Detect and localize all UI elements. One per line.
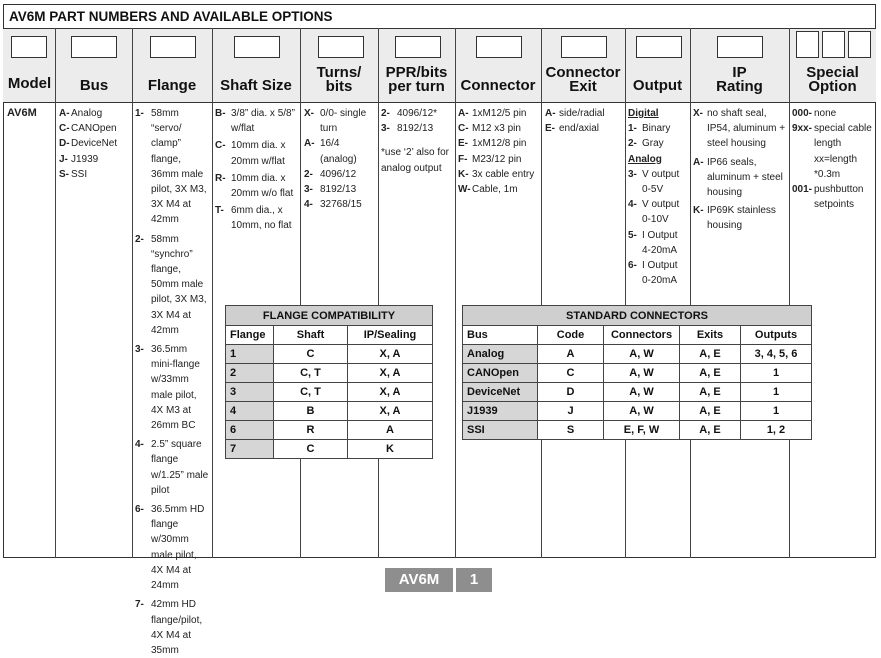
std-connectors-header: Connectors: [604, 326, 680, 345]
connector-entry-box[interactable]: [476, 36, 522, 58]
option-item: [693, 203, 787, 233]
table-cell: 3, 4, 5, 6: [741, 345, 812, 364]
option-code: R-: [215, 172, 226, 184]
option-text: M23/12 pin: [472, 153, 522, 165]
option-code: 2-: [135, 233, 144, 245]
option-item: [792, 121, 874, 182]
col-head-turns: Turns/ bits: [316, 64, 362, 95]
table-cell: J1939: [463, 402, 538, 421]
option-code: 4-: [135, 439, 144, 451]
option-text: 3/8” dia. x 5/8” w/flat: [231, 108, 295, 135]
option-item: [458, 152, 540, 167]
option-code: 3-: [628, 168, 637, 180]
option-text: pushbutton setpoints: [814, 184, 864, 211]
option-item: [59, 136, 131, 151]
option-text: IP69K stainless housing: [707, 205, 776, 232]
option-item: [628, 121, 688, 136]
flange-compat-row: [226, 402, 433, 421]
table-cell: Analog: [463, 345, 538, 364]
option-code: A-: [545, 108, 556, 119]
divider: [789, 28, 790, 558]
option-code: X-: [693, 108, 703, 119]
col-head-model: Model: [7, 75, 52, 92]
option-text: none: [814, 108, 837, 119]
option-code: 3-: [304, 184, 313, 196]
option-text: IP66 seals, aluminum + steel housing: [707, 156, 783, 199]
option-text: 32768/15: [320, 199, 362, 211]
col-head-connector: Connector: [460, 77, 536, 94]
bus-list: [59, 106, 131, 182]
option-text: 6mm dia., x 10mm, no flat: [231, 205, 292, 232]
option-text: side/radial: [559, 108, 605, 119]
special-list: [792, 106, 874, 212]
option-item: [135, 437, 211, 498]
ip-entry-box[interactable]: [717, 36, 763, 58]
table-cell: C: [274, 440, 348, 459]
table-cell: B: [274, 402, 348, 421]
option-code: T-: [215, 205, 224, 217]
std-connectors-row: [463, 364, 812, 383]
option-code: 9xx-: [792, 123, 813, 135]
bus-entry-box[interactable]: [71, 36, 117, 58]
table-cell: DeviceNet: [463, 383, 538, 402]
col-head-output: Output: [632, 77, 683, 94]
option-code: 2-: [381, 108, 390, 119]
std-connectors-header: Exits: [680, 326, 741, 345]
option-code: A-: [59, 108, 70, 119]
table-cell: A, W: [604, 402, 680, 421]
table-cell: J: [538, 402, 604, 421]
option-item: [304, 167, 378, 182]
option-item: [215, 106, 299, 136]
divider: [690, 28, 691, 558]
std-connectors-row: [463, 421, 812, 440]
divider: [212, 28, 213, 558]
table-cell: 1, 2: [741, 421, 812, 440]
option-text: 42mm HD flange/pilot, 4X M4 at 35mm: [151, 599, 203, 656]
output-analog-items: [628, 167, 688, 289]
flange-compat-row: [226, 440, 433, 459]
col-head-ppr: PPR/bits per turn: [385, 64, 448, 95]
table-cell: SSI: [463, 421, 538, 440]
option-item: [304, 182, 378, 197]
option-item: [59, 152, 131, 167]
option-item: [458, 167, 540, 182]
std-connectors-title: STANDARD CONNECTORS: [463, 306, 812, 326]
option-item: [135, 597, 211, 658]
option-code: 3-: [381, 123, 390, 135]
option-code: A-: [458, 108, 469, 119]
table-cell: C: [538, 364, 604, 383]
option-code: 1-: [135, 108, 144, 119]
option-item: [135, 232, 211, 338]
option-text: 4096/12*: [397, 108, 438, 119]
table-cell: X, A: [348, 364, 433, 383]
col-head-flange: Flange: [147, 77, 197, 94]
option-code: 3-: [135, 344, 144, 356]
option-text: special cable length xx=length *0.3m: [814, 123, 872, 180]
option-text: 10mm dia. x 20mm w/o flat: [231, 172, 294, 200]
table-cell: A: [538, 345, 604, 364]
col-head-shaft: Shaft Size: [220, 77, 292, 94]
option-text: M12 x3 pin: [472, 123, 521, 135]
option-item: [628, 228, 688, 258]
option-code: 2-: [628, 138, 637, 150]
table-cell: 2: [226, 364, 274, 383]
table-cell: S: [538, 421, 604, 440]
option-text: end/axial: [559, 123, 600, 135]
option-text: Analog: [71, 108, 103, 119]
table-cell: 1: [226, 345, 274, 364]
table-cell: 1: [741, 402, 812, 421]
flange-compat-header: Flange: [226, 326, 274, 345]
exit-entry-box[interactable]: [561, 36, 607, 58]
std-connectors-header: Outputs: [741, 326, 812, 345]
footer-page-number: 1: [456, 568, 492, 592]
option-code: 4-: [628, 199, 637, 211]
table-cell: 7: [226, 440, 274, 459]
footer-model: AV6M: [385, 568, 453, 592]
option-text: Cable, 1m: [472, 184, 518, 196]
option-code: X-: [304, 108, 314, 119]
table-cell: X, A: [348, 383, 433, 402]
output-digital-items: [628, 121, 688, 151]
option-text: 2.5” square flange w/1.25” male pilot: [151, 439, 209, 496]
option-text: DeviceNet: [71, 138, 118, 150]
std-connectors-row: [463, 383, 812, 402]
flange-entry-box[interactable]: [150, 36, 196, 58]
option-code: 7-: [135, 599, 144, 611]
option-text: J1939: [71, 153, 99, 165]
table-cell: 1: [741, 364, 812, 383]
option-code: 001-: [792, 184, 813, 196]
option-code: C-: [458, 123, 469, 135]
model-entry-box[interactable]: [11, 36, 47, 58]
option-text: 1xM12/5 pin: [472, 108, 527, 119]
option-item: [458, 121, 540, 136]
option-item: [135, 106, 211, 228]
option-code: 6-: [628, 260, 637, 272]
option-text: Binary: [642, 123, 671, 135]
flange-list: [135, 106, 211, 658]
ppr-items: [381, 106, 455, 136]
option-text: I Output 4-20mA: [642, 229, 678, 256]
connector-list: [458, 106, 540, 197]
option-code: J-: [59, 153, 68, 165]
option-code: D-: [59, 138, 70, 150]
option-code: 6-: [135, 504, 144, 516]
option-item: [545, 106, 623, 121]
option-code: A-: [304, 138, 315, 150]
option-item: [304, 136, 378, 166]
table-cell: A, E: [680, 364, 741, 383]
option-code: W-: [458, 184, 471, 196]
option-item: [628, 167, 688, 197]
option-item: [381, 121, 455, 136]
option-item: [59, 167, 131, 182]
flange-compat-row: [226, 364, 433, 383]
flange-compat-header: Shaft: [274, 326, 348, 345]
std-connectors-row: [463, 345, 812, 364]
table-cell: E, F, W: [604, 421, 680, 440]
option-item: [792, 106, 874, 121]
option-code: K-: [693, 205, 704, 217]
option-item: [59, 121, 131, 136]
option-item: [304, 197, 378, 212]
table-cell: CANOpen: [463, 364, 538, 383]
option-code: 000-: [792, 108, 813, 119]
flange-compatibility-table: [225, 305, 433, 459]
shaft-list: [215, 106, 299, 234]
option-item: [545, 121, 623, 136]
option-code: E-: [458, 138, 468, 150]
option-item: [693, 155, 787, 201]
option-item: [628, 197, 688, 227]
col-head-bus: Bus: [79, 77, 109, 94]
flange-compat-row: [226, 421, 433, 440]
option-text: 36.5mm HD flange w/30mm male pilot, 4X M4 at 24mm: [151, 504, 205, 592]
option-item: [59, 106, 131, 121]
table-cell: A, E: [680, 345, 741, 364]
ppr-entry-box[interactable]: [395, 36, 441, 58]
exit-list: [545, 106, 623, 136]
option-code: F-: [458, 153, 468, 165]
table-cell: 1: [741, 383, 812, 402]
option-code: C-: [59, 123, 70, 135]
option-text: 10mm dia. x 20mm w/flat: [231, 140, 286, 167]
divider: [55, 28, 56, 558]
output-analog-label: Analog: [628, 153, 662, 165]
output-list: [628, 106, 688, 288]
option-item: [215, 138, 299, 168]
table-cell: 6: [226, 421, 274, 440]
standard-connectors-table: [462, 305, 812, 440]
flange-compat-title: FLANGE COMPATIBILITY: [226, 306, 433, 326]
option-item: [381, 106, 455, 121]
table-cell: X, A: [348, 345, 433, 364]
option-text: V output 0-10V: [642, 199, 680, 226]
option-item: [792, 182, 874, 212]
flange-compat-header: IP/Sealing: [348, 326, 433, 345]
option-code: 5-: [628, 229, 637, 241]
divider: [132, 28, 133, 558]
option-text: 16/4 (analog): [320, 138, 357, 165]
ppr-note: *use ‘2’ also for analog output: [381, 147, 449, 174]
col-head-special: Special Option: [806, 64, 859, 95]
std-connectors-header: Bus: [463, 326, 538, 345]
std-connectors-row: [463, 402, 812, 421]
table-cell: X, A: [348, 402, 433, 421]
shaft-entry-box[interactable]: [234, 36, 280, 58]
table-cell: A, E: [680, 402, 741, 421]
col-head-ip: IP Rating: [716, 64, 763, 95]
ip-list: [693, 106, 787, 234]
table-cell: 4: [226, 402, 274, 421]
option-code: 2-: [304, 168, 313, 180]
table-cell: A, W: [604, 364, 680, 383]
option-text: no shaft seal, IP54, aluminum + steel housing: [707, 108, 786, 150]
option-item: [304, 106, 378, 136]
divider: [378, 28, 379, 558]
option-item: [215, 171, 299, 201]
special-entry-box[interactable]: [848, 31, 871, 58]
turns-entry-box[interactable]: [318, 36, 364, 58]
option-text: 0/0- single turn: [320, 108, 367, 135]
table-cell: 3: [226, 383, 274, 402]
option-code: 4-: [304, 199, 313, 211]
special-entry-box[interactable]: [822, 31, 845, 58]
option-item: [135, 342, 211, 433]
divider: [625, 28, 626, 558]
option-code: A-: [693, 156, 704, 168]
option-code: S-: [59, 168, 69, 180]
flange-compat-row: [226, 383, 433, 402]
option-item: [458, 182, 540, 197]
table-cell: C, T: [274, 383, 348, 402]
option-text: 1xM12/8 pin: [472, 138, 527, 150]
table-cell: A, W: [604, 383, 680, 402]
table-cell: C, T: [274, 364, 348, 383]
option-code: K-: [458, 168, 469, 180]
option-text: 36.5mm mini-flange w/33mm male pilot, 4X M3 at 26mm BC: [151, 344, 200, 432]
table-cell: A, W: [604, 345, 680, 364]
table-cell: K: [348, 440, 433, 459]
option-text: 8192/13: [320, 184, 357, 196]
option-text: 8192/13: [397, 123, 434, 135]
option-item: [693, 106, 787, 152]
model-value: AV6M: [7, 107, 37, 119]
table-cell: A: [348, 421, 433, 440]
option-code: E-: [545, 123, 555, 135]
option-text: 58mm “synchro” flange, 50mm male pilot, 3X M3, 3X M4 at 42mm: [151, 233, 207, 336]
option-text: 4096/12: [320, 168, 357, 180]
option-code: C-: [215, 140, 226, 152]
page-title: AV6M PART NUMBERS AND AVAILABLE OPTIONS: [3, 4, 876, 28]
option-text: 58mm “servo/ clamp” flange, 36mm male pilot, 3X M3, 3X M4 at 42mm: [151, 108, 207, 226]
table-cell: R: [274, 421, 348, 440]
flange-compat-row: [226, 345, 433, 364]
option-item: [135, 502, 211, 593]
table-cell: A, E: [680, 383, 741, 402]
option-text: 3x cable entry: [472, 168, 535, 180]
divider: [541, 28, 542, 558]
table-cell: C: [274, 345, 348, 364]
option-item: [628, 136, 688, 151]
option-text: CANOpen: [71, 123, 117, 135]
turns-list: [304, 106, 378, 212]
option-text: SSI: [71, 168, 88, 180]
option-text: I Output 0-20mA: [642, 260, 678, 287]
option-code: 1-: [628, 123, 637, 135]
option-text: V output 0-5V: [642, 168, 680, 196]
option-item: [458, 106, 540, 121]
option-code: B-: [215, 108, 226, 119]
ppr-list: [381, 106, 455, 176]
output-entry-box[interactable]: [636, 36, 682, 58]
option-item: [215, 203, 299, 233]
table-cell: D: [538, 383, 604, 402]
output-digital-label: Digital: [628, 108, 659, 119]
option-item: [458, 136, 540, 151]
divider: [455, 28, 456, 558]
col-head-exit: Connector Exit: [545, 64, 621, 95]
option-text: Gray: [642, 138, 664, 150]
table-cell: A, E: [680, 421, 741, 440]
std-connectors-header: Code: [538, 326, 604, 345]
special-entry-box[interactable]: [796, 31, 819, 58]
divider: [300, 28, 301, 558]
option-item: [628, 258, 688, 288]
